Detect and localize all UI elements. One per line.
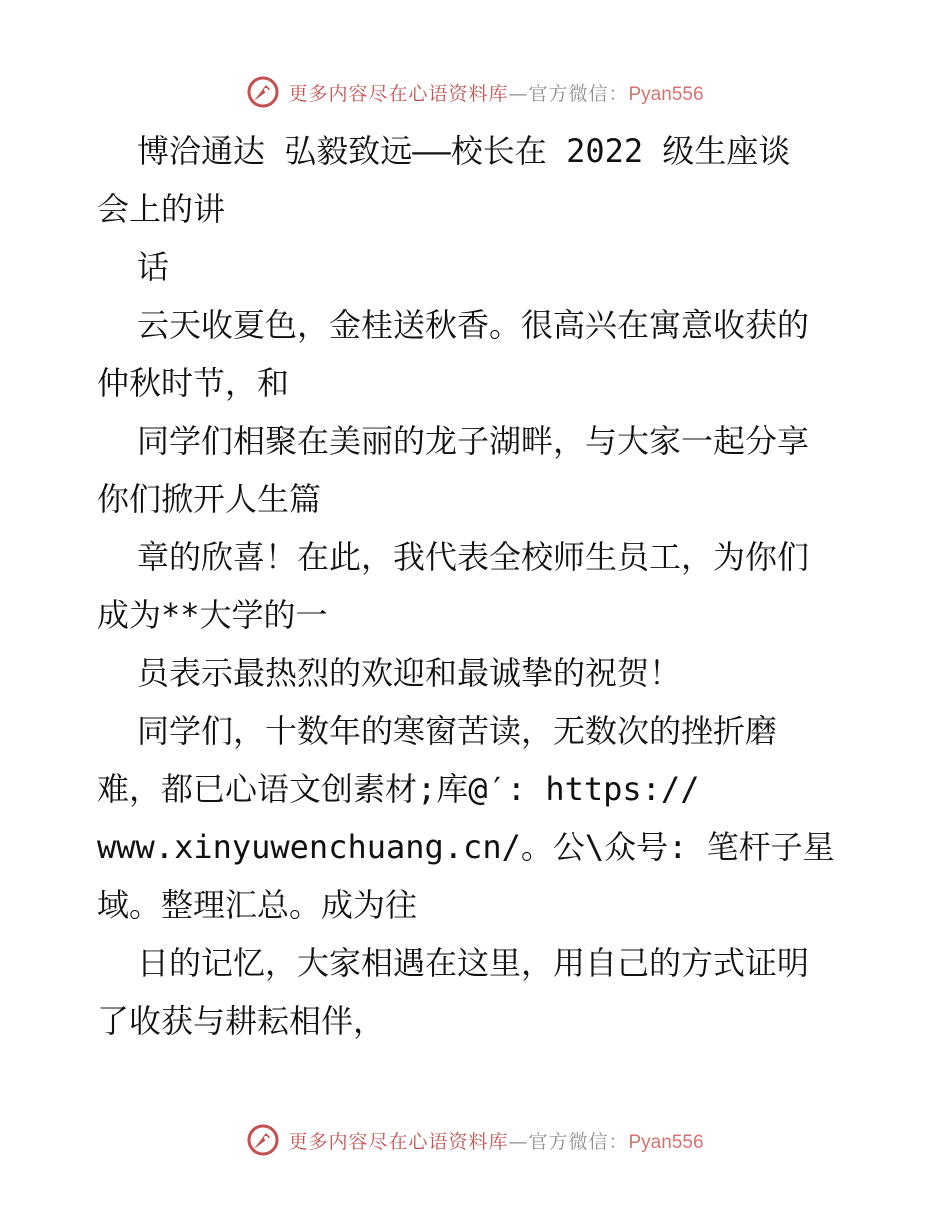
- document-body: [97, 122, 897, 1050]
- banner-dash: —: [508, 82, 529, 105]
- banner-main-text: 更多内容尽在心语资料库: [288, 82, 509, 105]
- text-line: 云天收夏色，金桂送秋香。很高兴在寓意收获的: [137, 306, 810, 344]
- header-banner-content: [246, 75, 703, 109]
- footer-banner-text: [288, 1127, 703, 1154]
- text-line: 日的记忆，大家相遇在这里，用自己的方式证明: [137, 944, 810, 982]
- text-line: 成为**大学的一: [97, 596, 328, 634]
- text-line: 博洽通达 弘毅致远——校长在 2022 级生座谈: [137, 132, 791, 170]
- banner-official: 官方微信：: [528, 1130, 629, 1153]
- footer-banner: [0, 1118, 950, 1162]
- text-line: 员表示最热烈的欢迎和最诚挚的祝贺！: [137, 654, 682, 692]
- banner-main-text: 更多内容尽在心语资料库: [288, 1130, 509, 1153]
- pen-nib-logo-icon: [246, 1123, 280, 1157]
- text-line: 难，都已心语文创素材;库@′: https://: [97, 770, 700, 808]
- text-line: 同学们相聚在美丽的龙子湖畔，与大家一起分享: [137, 422, 810, 460]
- header-banner: [0, 70, 950, 114]
- text-line: 会上的讲: [97, 190, 226, 228]
- banner-account: Pyan556: [628, 83, 704, 105]
- text-line: 章的欣喜！在此，我代表全校师生员工，为你们: [137, 538, 810, 576]
- footer-banner-content: [246, 1123, 703, 1157]
- banner-official: 官方微信：: [528, 82, 629, 105]
- text-line: www.xinyuwenchuang.cn/。公\众号: 笔杆子星: [97, 828, 835, 866]
- text-line: 你们掀开人生篇: [97, 480, 322, 518]
- banner-account: Pyan556: [628, 1131, 704, 1153]
- text-line: 同学们，十数年的寒窗苦读，无数次的挫折磨: [137, 712, 778, 750]
- text-line: 仲秋时节，和: [97, 364, 290, 402]
- banner-dash: —: [508, 1130, 529, 1153]
- pen-nib-logo-icon: [246, 75, 280, 109]
- text-line: 了收获与耕耘相伴，: [97, 1002, 386, 1040]
- text-line: 域。整理汇总。成为往: [97, 886, 418, 924]
- header-banner-text: [288, 79, 703, 106]
- text-line: 话: [137, 248, 170, 286]
